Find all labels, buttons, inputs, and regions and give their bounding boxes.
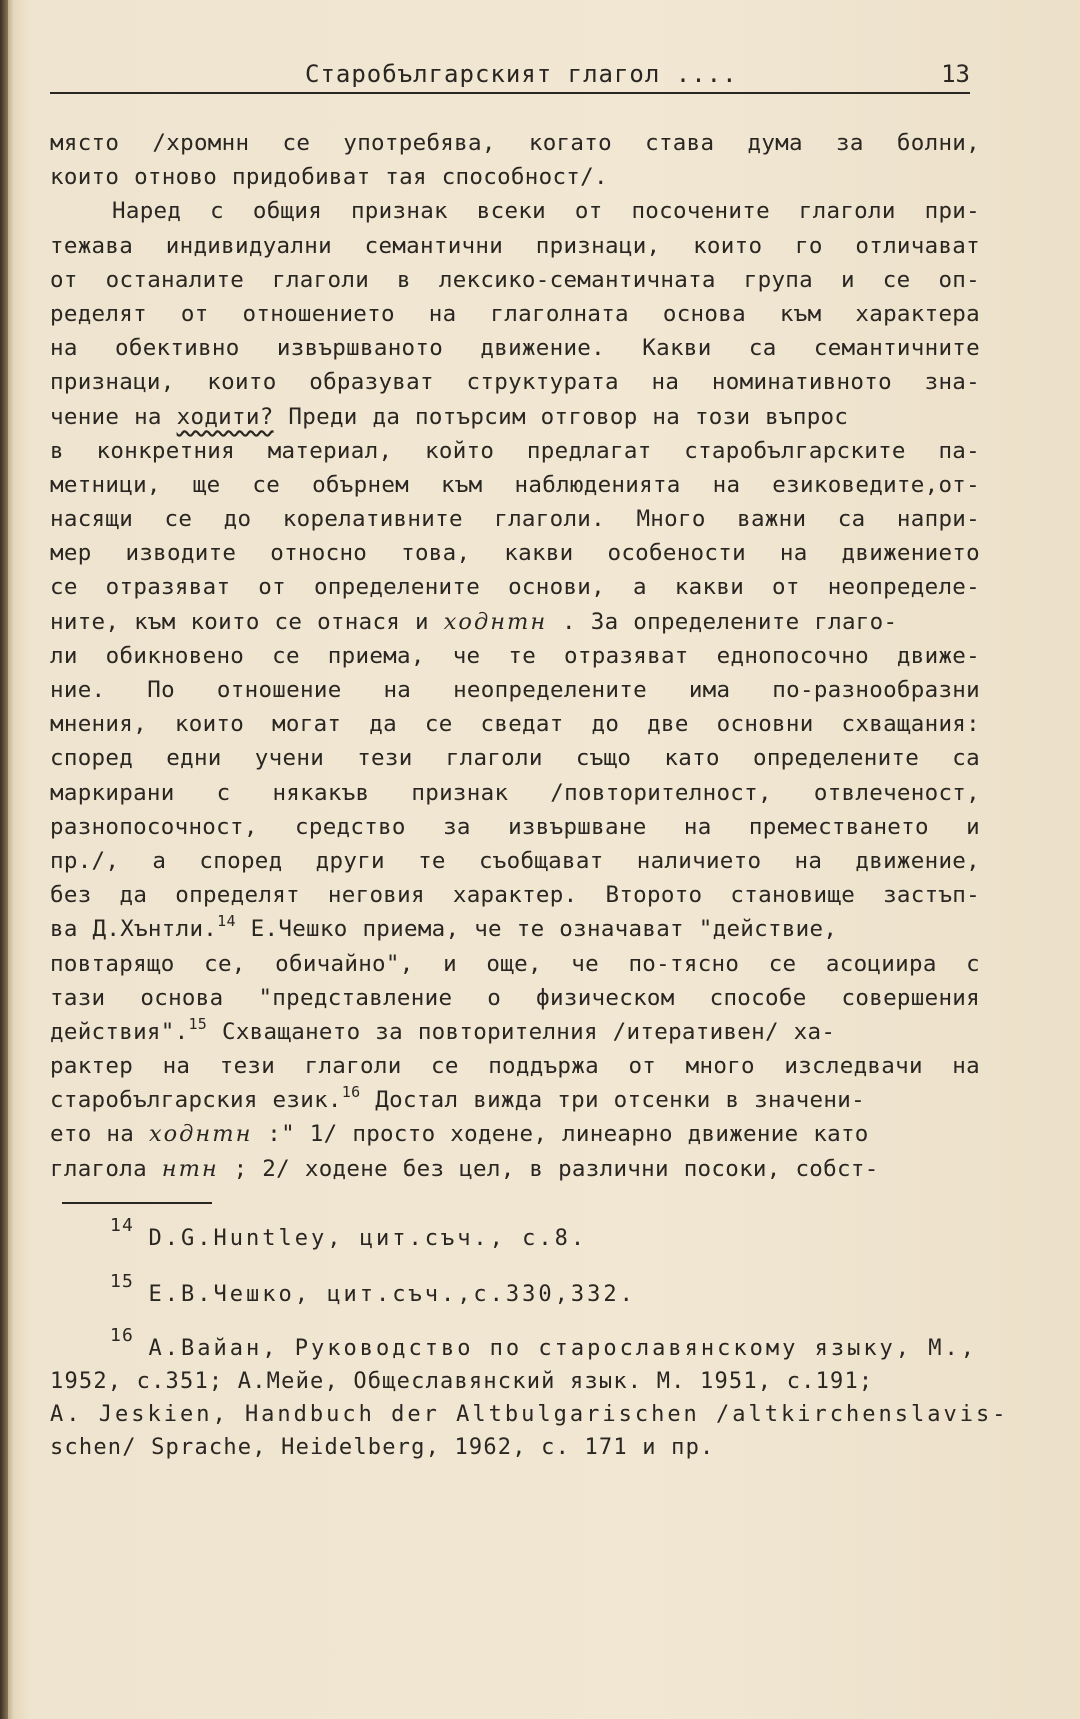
- text-line: действия".$^{15}$ Схващането за повторителния /итеративен/ ха-: [50, 1014, 836, 1045]
- text-line: пр./, а според други те съобщават наличието на движение,: [50, 847, 980, 874]
- text-line: се отразяват от определените основи, а какви от неопределе-: [50, 574, 980, 601]
- text-line: без да определят неговия характер. Второто становище застъп-: [50, 882, 980, 909]
- text-line: повтарящо се, обичайно", и още, че по-тясно се асоциира с: [50, 950, 980, 977]
- text-line: място /хромнн се употребява, когато става дума за болни,: [50, 130, 980, 156]
- italic-word: ходнтн: [443, 608, 548, 635]
- page-number: 13: [941, 60, 970, 88]
- footnote-16: [50, 1325, 1009, 1464]
- text-line: от останалите глаголи в лексико-семантичната група и се оп-: [50, 266, 980, 293]
- text-line: ли обикновено се приема, че те отразяват еднопосочно движе-: [50, 642, 980, 669]
- book-spine-edge: [0, 0, 8, 1719]
- italic-word: нтн: [161, 1155, 219, 1182]
- footnote-ref-16: 16: [341, 1083, 361, 1102]
- running-header: [50, 58, 970, 94]
- running-header-title: Старобългарският глагол ....: [305, 60, 738, 88]
- text-line: в конкретния материал, който предлагат старобългарските па-: [50, 437, 980, 464]
- text-line: ние. По отношение на неопределените има по-разнообразни: [50, 677, 980, 703]
- text-line: рактер на тези глаголи се поддържа от много изследвачи на: [50, 1053, 980, 1080]
- footnote-text: А.Вайан, Руководство по старославянскому языку, М.,: [148, 1336, 978, 1361]
- text-line: Наред с общия признак всеки от посочените глаголи при-: [112, 198, 980, 225]
- text-line: ва Д.Хънтли.$^{14}$ Е.Чешко приема, че те означават "действие,: [50, 912, 838, 943]
- footnote-ref-14: 14: [217, 912, 236, 931]
- footnote-separator: [62, 1202, 212, 1204]
- text-line: мнения, които могат да се сведат до две основни схващания:: [50, 711, 980, 738]
- text-line: разнопосочност, средство за извършване на преместването и: [50, 813, 980, 840]
- text-line: на обективно извършваното движение. Какви са семантичните: [50, 335, 980, 362]
- text-line: които отново придобиват тая способност/.: [50, 164, 608, 191]
- text-line: старобългарския език.$^{16}$ Достал вижда три отсенки в значени-: [50, 1083, 865, 1114]
- wavy-underlined-word: ходити?: [176, 403, 274, 430]
- text-line: тази основа "представление о физическом способе совершения: [50, 984, 980, 1011]
- text-line: насящи се до корелативните глаголи. Много важни са напри-: [50, 506, 980, 533]
- text-line: глагола нтн ; 2/ ходене без цел, в различни посоки, собст-: [50, 1155, 879, 1182]
- footnote-number: 16: [110, 1325, 135, 1346]
- footnote-15: [50, 1271, 980, 1311]
- text-line: тежава индивидуални семантични признаци, които го отличават: [50, 232, 980, 259]
- text-line: метници, ще се обърнем към наблюденията на езиковедите,от-: [50, 471, 980, 498]
- footnote-line: schen/ Sprache, Heidelberg, 1962, с. 171 и пр.: [50, 1435, 715, 1460]
- footnote-number: 15: [110, 1271, 135, 1292]
- text-line: признаци, които образуват структурата на номинативното зна-: [50, 369, 980, 396]
- footnote-text: D.G.Huntley, цит.съч., с.8.: [148, 1226, 588, 1251]
- footnote-line: 1952, с.351; А.Мейе, Общеславянский язык. М. 1951, с.191;: [50, 1369, 874, 1394]
- text-line: чение на ходити? Преди да потърсим отговор на този въпрос: [50, 403, 849, 430]
- body-text: [50, 126, 980, 1186]
- italic-word: ходнтн: [148, 1121, 253, 1148]
- text-line: ните, към които се отнася и ходнтн . За определените глаго-: [50, 608, 898, 635]
- footnote-ref-15: 15: [188, 1014, 208, 1033]
- footnote-line: A. Jeskien, Handbuch der Altbulgarischen /altkirchenslavis-: [50, 1402, 1009, 1427]
- footnote-text: Е.В.Чешко, цит.съч.,с.330,332.: [148, 1282, 636, 1307]
- footnote-number: 14: [110, 1215, 135, 1236]
- text-line: маркирани с някакъв признак /повторителност, отвлеченост,: [50, 779, 980, 806]
- text-line: ределят от отношението на глаголната основа към характера: [50, 300, 980, 327]
- text-line: мер изводите относно това, какви особености на движението: [50, 540, 980, 567]
- footnote-14: [50, 1215, 980, 1255]
- text-line: ето на ходнтн :" 1/ просто ходене, линеарно движение като: [50, 1121, 869, 1148]
- text-line: според едни учени тези глаголи също като определените са: [50, 745, 980, 772]
